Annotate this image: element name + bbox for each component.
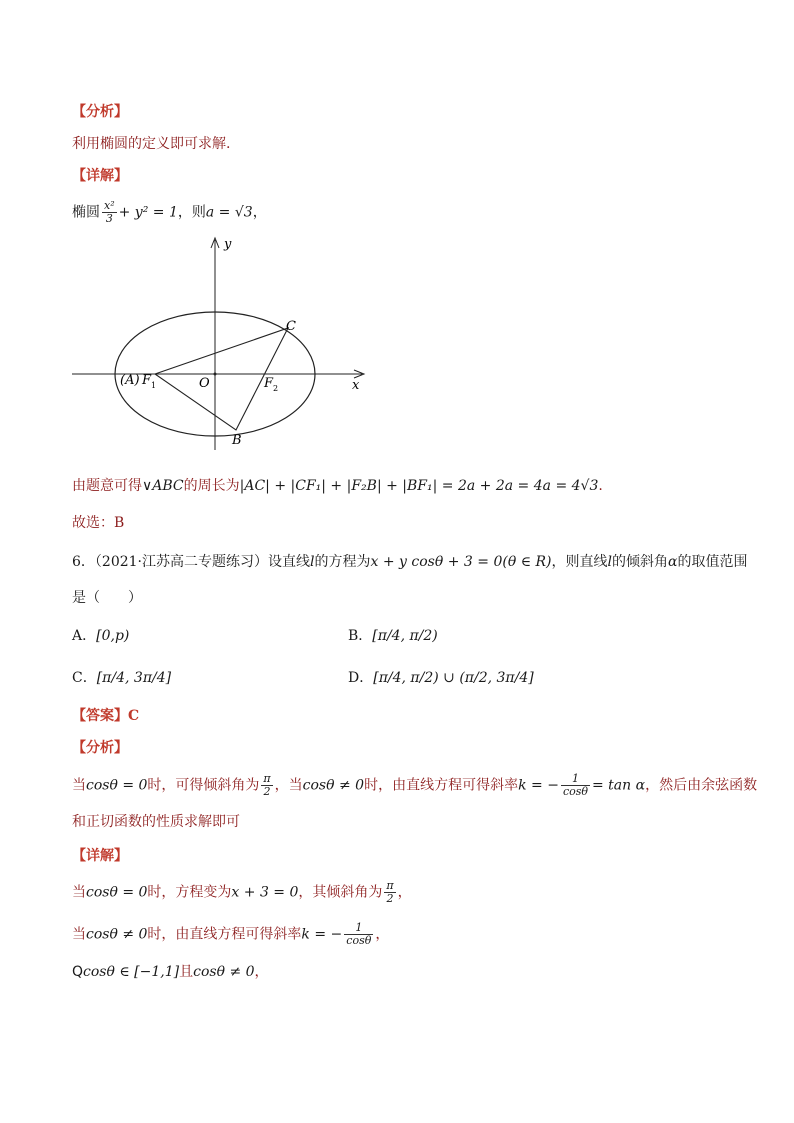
detail-heading-2: 【详解】: [72, 848, 128, 864]
option-c[interactable]: C．[π/4, 3π/4]: [72, 670, 172, 686]
detail-line-1: 当cosθ = 0时，方程变为x + 3 = 0，其倾斜角为 $\frac{\pi}{2}$ ，: [72, 879, 412, 905]
option-b[interactable]: B．[π/4, π/2): [348, 628, 438, 644]
detail-line-2: 当cosθ ≠ 0时，由直线方程可得斜率k = − $\frac{1}{\cos\theta}$ ，: [72, 921, 390, 947]
ellipse-eq-rest: + y² = 1: [118, 204, 178, 221]
question-source: （2021·江苏高二专题练习）: [94, 554, 269, 570]
label-f1-sub: 1: [151, 381, 157, 390]
analysis-line-1: 当cosθ = 0时，可得倾斜角为 $\frac{\pi}{2}$ ，当cosθ ≠ 0时，由直线方程可得斜率k = − $\frac{1}{\cos\theta}$ = tan α，然后由余弦函数: [72, 772, 758, 798]
ellipse-a-value: a = √3: [205, 204, 253, 221]
frac-1-cos-a: $\frac{1}{\cos\theta}$: [562, 772, 588, 798]
label-x: x: [352, 378, 360, 393]
ellipse-prefix: 椭圆: [72, 204, 100, 221]
label-b: B: [232, 433, 242, 448]
label-f2: F: [264, 376, 274, 391]
perimeter-formula: |AC| + |CF₁| + |F₂B| + |BF₁| = 2a + 2a = 4a = 4√3: [239, 478, 599, 494]
ellipse-equation-line: 椭圆 $\frac{\text{x²}}{3}$ + y² = 1，则a = √3，: [72, 199, 267, 225]
label-f2-sub: 2: [273, 384, 279, 393]
perimeter-line: 由题意可得∨ABC的周长为|AC| + |CF₁| + |F₂B| + |BF₁| = 2a + 2a = 4a = 4√3.: [72, 478, 603, 494]
label-a: (A): [120, 373, 140, 388]
frac-pi-2-b: $\frac{\pi}{2}$: [386, 879, 394, 905]
label-f1: F: [142, 373, 152, 388]
option-a[interactable]: A．[0,p): [72, 628, 130, 644]
line-equation: x + y cosθ + 3 = 0: [370, 554, 503, 570]
frac-1-cos-b: $\frac{1}{\cos\theta}$: [346, 921, 372, 947]
question-6-line2: 是（ ）: [72, 590, 142, 606]
question-6-line1: 6．（2021·江苏高二专题练习）设直线l的方程为x + y cosθ + 3 = 0(θ ∈ R)，则直线l的倾斜角α的取值范围: [72, 554, 748, 570]
choice-line: 故选：B: [72, 515, 125, 531]
ellipse-fraction: $\frac{\text{x²}}{3}$: [104, 199, 115, 225]
label-y: y: [224, 237, 232, 252]
origin-point: [214, 373, 217, 376]
label-c: C: [286, 319, 296, 334]
analysis-line-2: 和正切函数的性质求解即可: [72, 814, 240, 830]
label-o: O: [199, 376, 210, 391]
triangle-symbol: ∨ABC: [142, 478, 184, 494]
frac-pi-2-a: $\frac{\pi}{2}$: [263, 772, 271, 798]
analysis-heading-2: 【分析】: [72, 740, 128, 756]
analysis-heading-1: 【分析】: [72, 104, 128, 120]
detail-heading-1: 【详解】: [72, 168, 128, 184]
detail-line-3: Qcosθ ∈ [−1,1]且cosθ ≠ 0，: [72, 964, 269, 980]
option-d[interactable]: D．[π/4, π/2) ∪ (π/2, 3π/4]: [348, 670, 534, 686]
ellipse-triangle-figure: [68, 232, 368, 452]
analysis-text-1: 利用椭圆的定义即可求解.: [72, 136, 231, 152]
answer-line: 【答案】C: [72, 708, 140, 724]
